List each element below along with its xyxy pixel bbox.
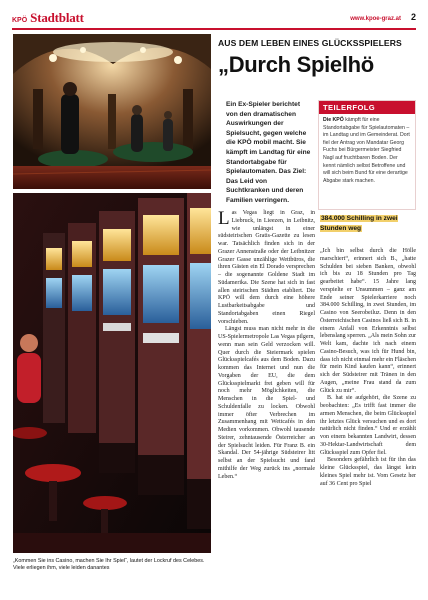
column2-paragraph-1: „Ich bin selbst durch die Hölle marschiert“, erinnert sich B., „hatte Schulden bei sieben Banken, obwohl ich bis zu 18 Stunden pro Tag gearbeitet habe“. 15 Jahre lang verspielte er Unsummen – ganz am Ende seiner Spielerkarriere noch 384.000 Schilling, in zwei Stunden, im Casino von Seerobeiluz. Denn in den Österreichischen Casinos ließ sich B. in einem Anfall von Erkenntnis selbst lebenslang sperren. „Als mein Sohn zur Welt kam, dachte ich nach einem Casino-Besuch, was ich für Hund bin, dass ich nicht einmal mehr ein Fläschen für mein Kind kaufen kann“, erinnert sich der Südsteirer mit Tränen in den Augen, „meine Frau stand da zum Glück zu mir“. [320,248,416,394]
teilerfolg-text-body: kämpft für eine Standortabgabe für Spielautomaten – im Landtag und im Gemeinderat. Dort fiel der Antrag von Mandatar Georg Fuchs bei Bürgermeister Siegfried Nagl auf fruchtbaren Boden. Der kennt nämlich selbst Betroffene und will sich beim Bund für eine derartige Abgabe stark machen. [323,117,410,184]
teilerfolg-text-intro: Die KPÖ [323,117,344,123]
slot-machines-photo [13,193,211,553]
brand-prefix: KPÖ [12,17,28,24]
column2-paragraph-2: B. hat sie aufgehört, die Szene zu beobachten: „Es trifft fast immer die armen Menschen, die beim Glücksspiel ihr letztes Glück versuchen und es dort natürlich nicht finden.“ Und er erzählt von einem bekannten Landwirt, dessen 30-Hektar-Landwirtschaft dem Glücksspiel zum Opfer fiel. [320,395,416,456]
website-link[interactable]: www.kpoe-graz.at [350,16,401,22]
article-column-1 [218,210,315,481]
column2-paragraph-3: Besonders gefährlich ist für ihn das kleine Glücksspiel, das längst kein kleines Spiel mehr ist. Vom Gesetz her auf 36 Cent pro Spiel [320,457,416,487]
teilerfolg-title: TEILERFOLG [319,101,415,114]
column1-paragraph-2: Längst muss man nicht mehr in die US-Spielermetropole Las Vegas pilgern, wenn man sein Geld verzocken will. Quer durch die Steiermark spielen Glücksspielcafés aus dem Boden. Dazu kommen das Internet und nun die Vorgaben der EU, die dem Glücksspielmarkt frei geben will für noch mehr Möglichkeiten, die Menschen in die Spiel- und Schuldenfalle zu locken. Obwohl immer öfter Verbrechen im Zusammenhang mit Wettcafés in den Medien vorkommen. Obwohl tausende Steirer, zehntausende Österreicher an der Spielsucht leiden. Für Franz B. ein Skandal. Der 54-jährige Südsteirer litt selbst an der Spielsucht und fand mithilfe der Weg zurück ins „normale Leben.“ [218,326,315,480]
drop-cap: L [218,208,230,229]
page-number: 2 [410,12,416,22]
casino-interior-image [13,34,211,189]
teilerfolg-box [318,100,416,210]
page-header [12,8,416,30]
column1-paragraph-1: Las Vegas liegt in Graz, in Liebruck, in Lieezen, in Leibnitz, wie unlängst in einer südsteirischen Gratis-Gazette zu lesen war. Tatsächlich finden sich in der Grazer Annenstraße oder der Leibnitzer Grazer Gasse unzählige Wettbüros, die ihren Gästen ein El Dorado versprechen – die sogenannte Goldene Stadt im Südamerika. Die Szene hat sich in fast allen steirischen Städten etabliert. Die KPÖ will dem durch eine höhere Lustbarkeitsabgabe und Standortabgaben einen Riegel vorschieben. [218,208,315,325]
header-meta [350,12,416,22]
teilerfolg-text [319,114,415,185]
brand-title: Stadtblatt [30,10,84,25]
article-subhead: 384.000 Schilling in zwei Stunden weg [320,215,398,232]
article-lead: Ein Ex-Spieler berichtet von den dramatischen Auswirkungen der Spielsucht, gegen welche die KPÖ mobil macht. Sie kämpft im Landtag für eine Standortabgabe für Spielautomaten. Das Ziel: Das Leid von Suchtkranken und deren Familien verringern. [226,101,311,204]
article-column-2 [320,248,416,488]
masthead [12,10,84,26]
casino-interior-photo [13,34,211,189]
article-kicker: AUS DEM LEBEN EINES GLÜCKSSPIELERS [218,38,402,48]
photo-caption: „Kommen Sie ins Casino, machen Sie Ihr Spiel“, lautet der Lockruf des Celebes. Viele erliegen ihm, viele leiden danantes [13,558,205,571]
slot-machines-image [13,193,211,553]
article-headline: „Durch Spielhö [218,52,374,77]
